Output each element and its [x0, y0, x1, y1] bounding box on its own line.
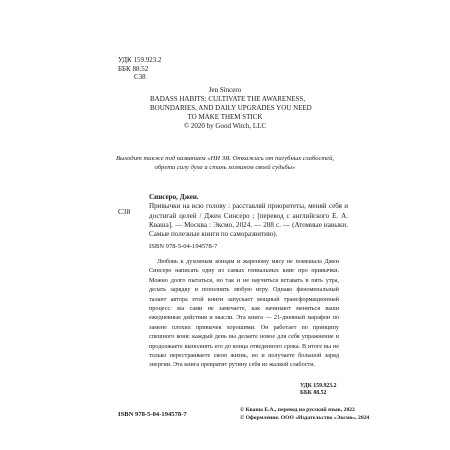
original-title-line: BOUNDARIES, AND DAILY UPGRADES YOU NEED	[150, 104, 312, 112]
author-sign: С38	[134, 73, 146, 82]
entry-author: Синсеро, Джен.	[149, 193, 199, 201]
classification-bottom	[300, 383, 337, 398]
entry-description: Привычки на всю голову : расставляй приоритеты, меняй себя и достигай целей / Джен Синсеро ; [перевод с английского Е. А. Кваша]. — Москва : Эксмо, 2024. — 288 с. — (Атомные навыки. Самые полезные книги по саморазвитию).	[149, 202, 348, 239]
original-author: Jen Sincero	[208, 86, 242, 94]
original-edition-block	[150, 86, 312, 131]
bbk-code: ББК 88.52	[118, 64, 149, 73]
entry-code: С38	[118, 207, 131, 216]
copyright-notices	[240, 407, 369, 422]
translation-copyright: © Кваша Е.А., перевод на русский язык, 2022	[240, 407, 355, 413]
original-copyright: © 2020 by Good Witch, LLC	[183, 122, 267, 130]
also-published-note: Выходит также под названием «НИ ЗЯ. Откажись от пагубных слабостей, обрети силу духа и стань хозяином своей судьбы»	[115, 155, 335, 172]
catalog-entry	[149, 193, 348, 239]
entry-isbn: ISBN 978-5-04-194578-7	[149, 243, 218, 250]
udk-code-bottom: УДК 159.923.2	[300, 383, 337, 389]
classification-block	[118, 56, 161, 82]
udk-code: УДК 159.923.2	[118, 56, 162, 64]
bbk-code-bottom: ББК 88.52	[300, 390, 327, 397]
original-title-line: TO MAKE THEM STICK	[187, 113, 263, 121]
annotation-text: Любовь к духовным концам и жареному мясу не помешала Джен Синсеро написать одну из самых гениальных книг про привычки. Можно долго пытаться, но так и не научиться вставать в пять утра, делать зарядку и пополнять любую игру. Однако феноменальный талант автора этой книги запускает мощный трансформационный процесс: вы сами не замечаете, как начинают меняться ваши ежедневные действия и мысли. Эта книга — 21-дневный марафон по замене плохих привычек хорошими. Он работает по принципу спешного коня: каждый день вы делаете новое для себя упражнение и продолжаете выполнять его до конца отведенного срока. В итоге вы не только перестраиваете свою жизнь, но и получаете большой заряд энергии. Эта книга превратит рутину себя из жалкой слабости.	[149, 258, 339, 369]
isbn-bottom: ISBN 978-5-04-194578-7	[118, 411, 187, 418]
design-copyright: © Оформление. ООО «Издательство «Эксмо», 2024	[240, 414, 370, 421]
original-title-line: BADASS HABITS: CULTIVATE THE AWARENESS,	[150, 95, 306, 103]
